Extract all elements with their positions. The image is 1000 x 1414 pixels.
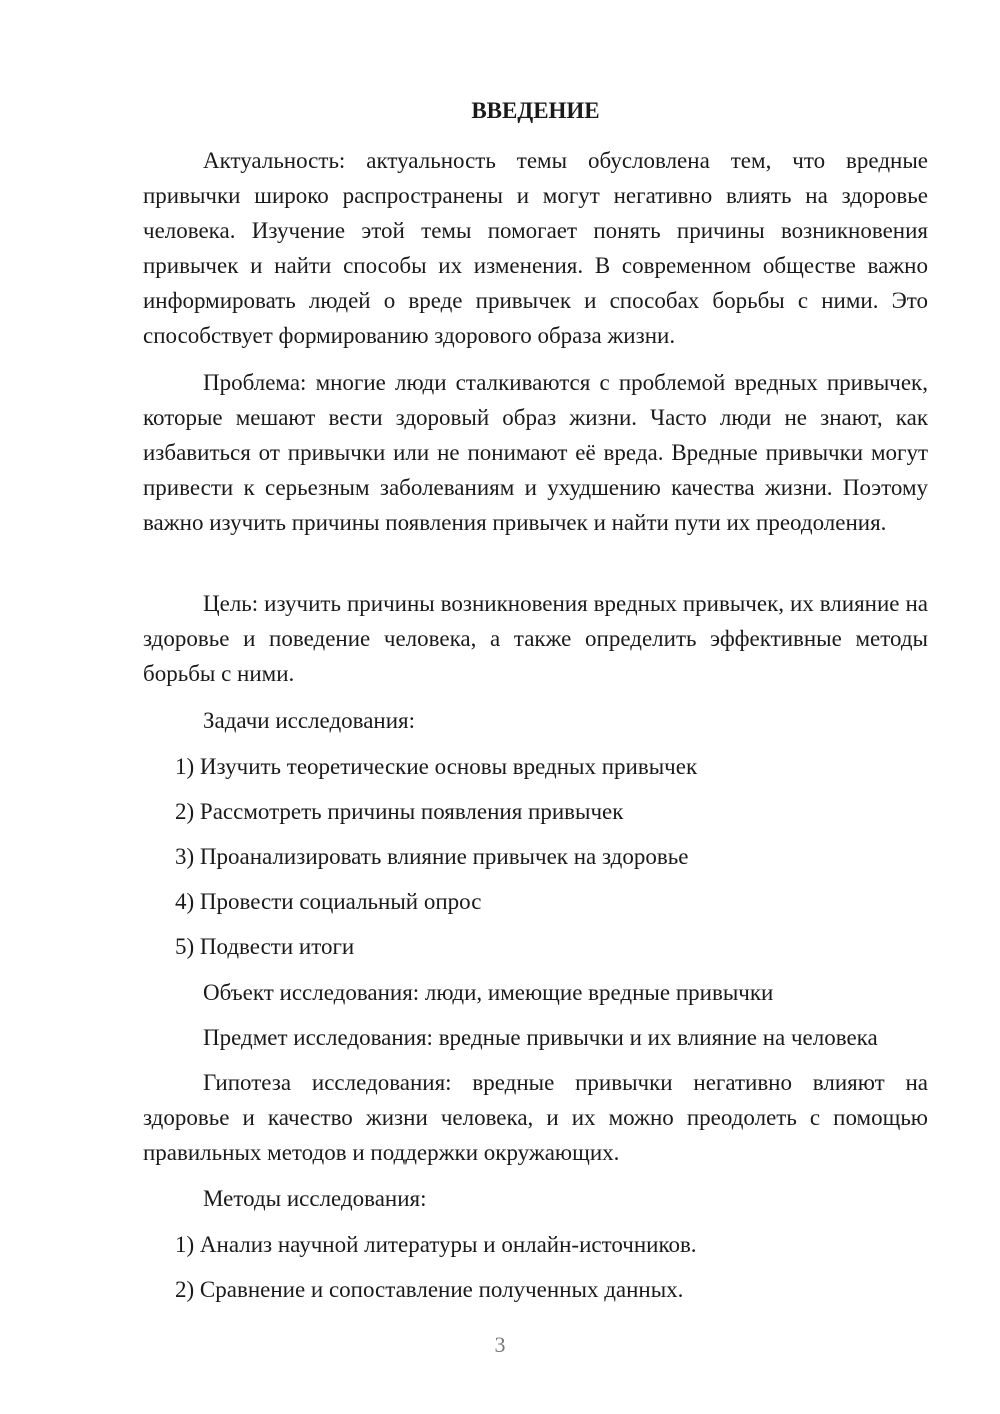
tasks-list-item [143,929,928,964]
object-line: Объект исследования: люди, имеющие вредные привычки [203,980,774,1005]
list-item: 1) Анализ научной литературы и онлайн-источников. [175,1232,697,1257]
problem-paragraph: Проблема: многие люди сталкиваются с проблемой вредных привычек, которые мешают вести здоровый образ жизни. Часто люди не знают, как избавиться от привычки или не понимают её вреда. Вредные привычки могут привести к серьезным заболеваниям и ухудшению качества жизни. Поэтому важно изучить причины появления привычек и найти пути их преодоления. [143,370,928,535]
hypothesis-block [143,1065,928,1170]
list-item: 2) Сравнение и сопоставление полученных данных. [175,1277,684,1302]
goal-block [143,586,928,691]
page-number: 3 [494,1332,506,1357]
tasks-list-item [143,794,928,829]
hypothesis-paragraph: Гипотеза исследования: вредные привычки негативно влияют на здоровье и качество жизни человека, и их можно преодолеть с помощью правильных методов и поддержки окружающих. [143,1070,928,1165]
problem-block [143,365,928,540]
section-heading: ВВЕДЕНИЕ [471,98,600,123]
methods-title: Методы исследования: [203,1186,427,1211]
relevance-block [143,143,928,353]
subject-block [143,1020,928,1055]
object-block [143,975,928,1010]
tasks-list-item [143,839,928,874]
tasks-title-block [143,703,928,738]
list-item: 1) Изучить теоретические основы вредных привычек [175,754,698,779]
relevance-paragraph: Актуальность: актуальность темы обусловлена тем, что вредные привычки широко распространены и могут негативно влиять на здоровье человека. Изучение этой темы помогает понять причины возникновения привычек и найти способы их изменения. В современном обществе важно информировать людей о вреде привычек и способах борьбы с ними. Это способствует формированию здорового образа жизни. [143,148,928,348]
tasks-title: Задачи исследования: [203,708,416,733]
methods-list-item [143,1227,928,1262]
list-item: 4) Провести социальный опрос [175,889,482,914]
methods-list-item [143,1272,928,1307]
tasks-list-item [143,749,928,784]
methods-title-block [143,1181,928,1216]
subject-line: Предмет исследования: вредные привычки и их влияние на человека [203,1025,878,1050]
goal-paragraph: Цель: изучить причины возникновения вредных привычек, их влияние на здоровье и поведение человека, а также определить эффективные методы борьбы с ними. [143,591,928,686]
list-item: 5) Подвести итоги [175,934,355,959]
list-item: 2) Рассмотреть причины появления привычек [175,799,624,824]
list-item: 3) Проанализировать влияние привычек на здоровье [175,844,689,869]
tasks-list-item [143,884,928,919]
